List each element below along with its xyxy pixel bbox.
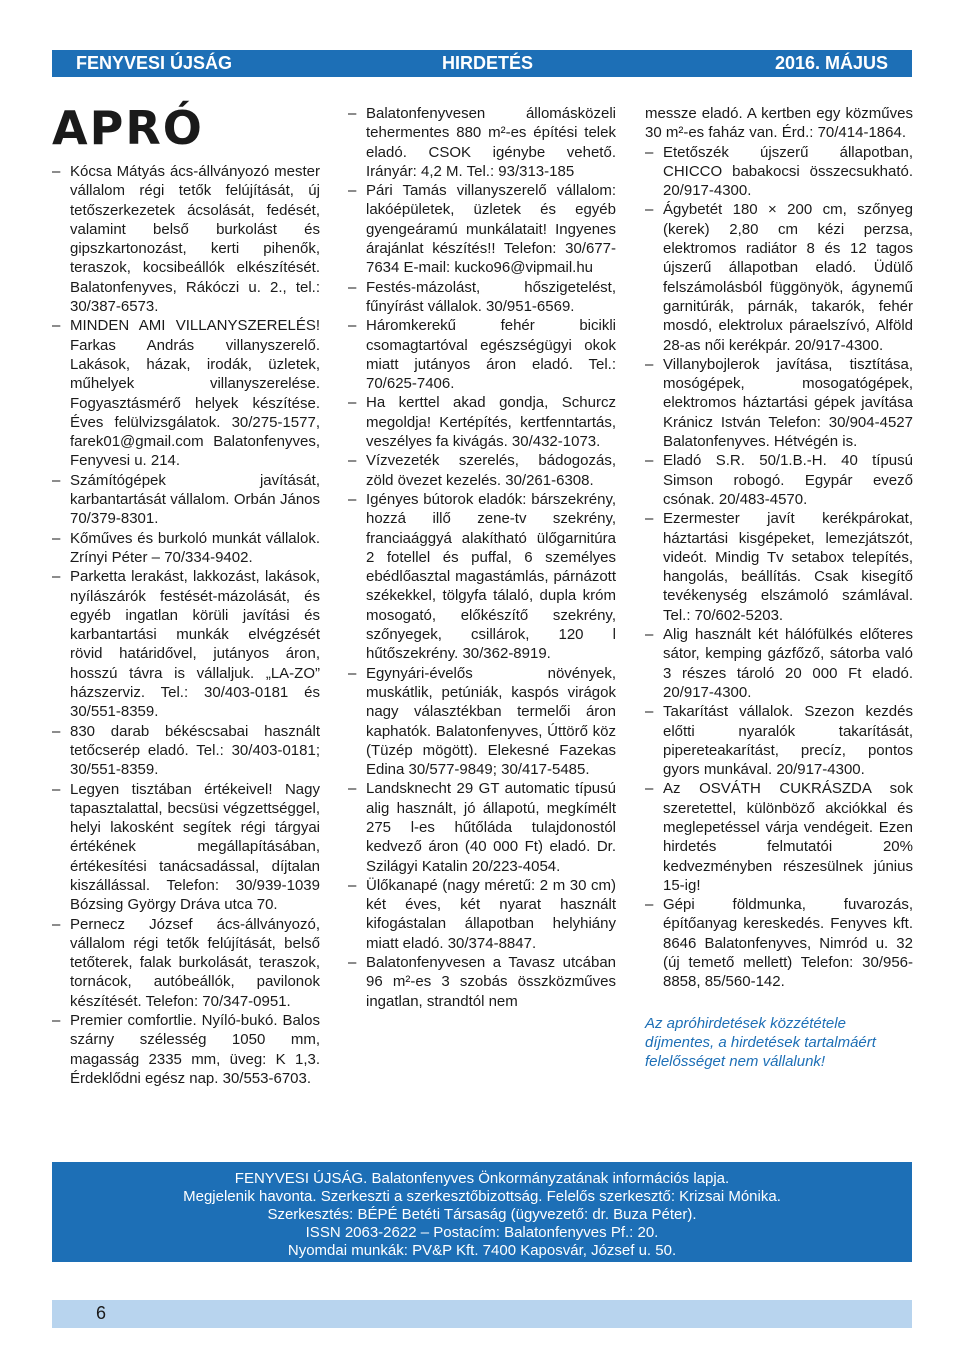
imprint-line: Megjelenik havonta. Szerkeszti a szerkesztőbizottság. Felelős szerkesztő: Krizsai Mónika. bbox=[183, 1188, 781, 1205]
list-item: – Parketta lerakást, lakkozást, lakások, nyílászárók festését-mázolását, és egyéb ingatlan körüli javítási és karbantartási munkák elvégzését rövid határidővel, jutányos áron, hosszú távra is vállaljuk. „LA-ZO” házszerviz. Tel.: 30/403-0181 és 30/551-8359. bbox=[52, 567, 320, 721]
list-item: – Eladó S.R. 50/1.B.-H. 40 típusú Simson robogó. Egypár evező csónak. 20/483-4570. bbox=[645, 451, 913, 509]
list-item: – Festés-mázolást, hőszigetelést, fűnyírást vállalok. 30/951-6569. bbox=[348, 278, 616, 317]
list-item: – Pári Tamás villanyszerelő vállalom: lakóépületek, üzletek és egyéb gyengeáramú munkálatait! Ingyenes árajánlat készítés!! Telefon: 30/677-7634 E-mail: kucko96@vipmail.hu bbox=[348, 181, 616, 277]
list-item: – Ülőkanapé (nagy méretű: 2 m 30 cm) két éves, két nyarat használt kifogástalan állapotban helyhiány miatt eladó. 30/374-8847. bbox=[348, 876, 616, 953]
list-item: – Ha kerttel akad gondja, Schurcz megoldja! Kertépítés, kertfenntartás, veszélyes fa kivágás. 30/432-1073. bbox=[348, 393, 616, 451]
header-date: 2016. MÁJUS bbox=[774, 53, 888, 73]
list-item: – Kőműves és burkoló munkát vállalok. Zrínyi Péter – 70/334-9402. bbox=[52, 529, 320, 568]
column-3 bbox=[645, 104, 913, 1072]
list-item: – Vízvezeték szerelés, bádogozás, zöld övezet kezelés. 30/261-6308. bbox=[348, 451, 616, 490]
list-item: – Landsknecht 29 GT automatic típusú alig használt, jó állapotú, megkímélt 275 l-es hűtőláda tulajdonostól kedvező áron (40 000 Ft) eladó. Dr. Szilágyi Katalin 20/223-4054. bbox=[348, 779, 616, 875]
list-item: – Legyen tisztában értékeivel! Nagy tapasztalattal, becsüsi végzettséggel, helyi lakosként segítek régi tárgyai értékének megállapításában, értékesítési tanácsadással, díjtalan kiszállással. Telefon: 30/939-1039 Bózsing György Dráva utca 70. bbox=[52, 780, 320, 915]
list-item: – Pernecz József ács-állványozó, vállalom régi tetők felújítását, belső tetőterek, falak burkolását, teraszok, tornácok, autóbeállók, pavilonok készítését. Telefon: 70/347-0951. bbox=[52, 915, 320, 1011]
imprint-line: Szerkesztés: BÉPÉ Betéti Társaság (ügyvezető: dr. Buza Péter). bbox=[267, 1206, 697, 1223]
list-item: – Számítógépek javítását, karbantartását vállalom. Orbán János 70/379-8301. bbox=[52, 471, 320, 529]
list-item: – Takarítást vállalok. Szezon kezdés előtti nyaralók takarítását, pipereteakarítást, precíz, pontos gyors munkával. 20/917-4300. bbox=[645, 702, 913, 779]
header-section: HIRDETÉS bbox=[442, 53, 534, 73]
list-item: – Kócsa Mátyás ács-állványozó mester vállalom régi tetők felújítását, új tetőszerkezetek ácsolását, fedését, valamint belső burkolást és gipszkartonozást, kerti pihenők, teraszok, kocsibeállók elkészítését. Balatonfenyves, Rákóczi u. 2., tel.: 30/387-6573. bbox=[52, 162, 320, 316]
page-number: 6 bbox=[96, 1303, 107, 1323]
imprint-line: FENYVESI ÚJSÁG. Balatonfenyves Önkormányzatának információs lapja. bbox=[234, 1170, 730, 1187]
section-title: APRÓ bbox=[52, 101, 204, 155]
imprint-line: Nyomdai munkák: PV&P Kft. 7400 Kaposvár, József u. 50. bbox=[287, 1242, 677, 1259]
list-item: – Gépi földmunka, fuvarozás, építőanyag kereskedés. Fenyves kft. 8646 Balatonfenyves, Nimród u. 32 (új temető mellett) Telefon: 30/956-8858, 85/560-142. bbox=[645, 895, 913, 991]
list-item: – 830 darab békéscsabai használt tetőcserép eladó. Tel.: 30/403-0181; 30/551-8359. bbox=[52, 722, 320, 780]
list-item: – Igényes bútorok eladók: bárszekrény, hozzá illő zene-tv szekrény, franciaággyá alakítható ülőgarnitúra 2 fotellel és puffal, 6 személyes ebédlőasztal magastámlás, párnázott székekkel, tölgyfa tálaló, dupla króm mosogató, előkészítő szekrény, szőnyegek, csillárok, 120 l hűtőszekrény. 30/362-8919. bbox=[348, 490, 616, 664]
list-item: – Háromkerekű fehér bicikli csomagtartóval egészségügyi okok miatt jutányos áron eladó. Tel.: 70/625-7406. bbox=[348, 316, 616, 393]
header-publication: FENYVESI ÚJSÁG bbox=[76, 53, 233, 73]
list-item: – Alig használt két hálófülkés előteres sátor, kemping gázfőző, sátorba való 3 részes tároló 20 000 Ft eladó. 20/917-4300. bbox=[645, 625, 913, 702]
list-item: – Egynyári-évelős növények, muskátlik, petúniák, kaspós virágok nagy választékban termelői áron kaphatók. Balatonfenyves, Úttörő köz (Tüzép mögött). Elekesné Fazekas Edina 30/577-9849; 30/417-5485. bbox=[348, 664, 616, 780]
list-item-continuation: messze eladó. A kertben egy közműves 30 m²-es faház van. Érd.: 70/414-1864. bbox=[645, 105, 913, 142]
list-item: – Etetőszék újszerű állapotban, CHICCO babakocsi összecsukható. 20/917-4300. bbox=[645, 143, 913, 201]
imprint-line: ISSN 2063-2622 – Postacím: Balatonfenyves Pf.: 20. bbox=[305, 1224, 659, 1241]
page-header bbox=[52, 50, 912, 77]
list-item: – Villanybojlerok javítása, tisztítása, mosógépek, mosogatógépek, elektromos háztartási gépek javítása Kránicz István Telefon: 30/904-4527 Balatonfenyves. Hétvégén is. bbox=[645, 355, 913, 451]
disclaimer-note: Az apróhirdetések közzététele díjmentes, a hirdetések tartalmáért felelősséget nem vállalunk! bbox=[645, 1014, 876, 1071]
list-item: – Balatonfenyvesen állomásközeli tehermentes 880 m²-es építési telek eladó. CSOK igénybe vehető. Irányár: 4,2 M. Tel.: 93/313-185 bbox=[348, 104, 616, 181]
column-1 bbox=[52, 162, 320, 1088]
column-2 bbox=[348, 104, 616, 1011]
list-item: – Az OSVÁTH CUKRÁSZDA sok szeretettel, különböző akciókkal és meglepetéssel várja vendégeit. Ezen hirdetés felmutatói 20% kedvezményben részesülnek június 15-ig! bbox=[645, 779, 913, 895]
list-item: – Balatonfenyvesen a Tavasz utcában 96 m²-es 3 szobás összközműves ingatlan, strandtól nem bbox=[348, 953, 616, 1011]
list-item: – Ezermester javít kerékpárokat, háztartási kisgépeket, lemezjátszót, videót. Mindig Tv setabox telepítés, hangolás, beállítás. Csak kisegítő tevékenység elszámoló számlával. Tel.: 70/602-5203. bbox=[645, 509, 913, 625]
page-number-bar bbox=[52, 1300, 912, 1328]
list-item: – Premier comfortlie. Nyíló-bukó. Balos szárny szélesség 1050 mm, magasság 2335 mm, üveg: K 1,3. Érdeklődni egész nap. 30/553-6703. bbox=[52, 1011, 320, 1088]
list-item: – Ágybetét 180 × 200 cm, szőnyeg (kerek) 2,80 cm kézi perzsa, elektromos radiátor 8 és 12 tagos újszerű állapotban eladó. Üdülő felszámolásból függönyök, ágynemű garnitúrák, párnák, takarók, fehér mosdó, elektrolux páraelszívó, Alföld 28-as női kerékpár. 20/917-4300. bbox=[645, 200, 913, 354]
imprint-footer bbox=[52, 1162, 912, 1262]
list-item: – MINDEN AMI VILLANYSZERELÉS! Farkas András villanyszerelő. Lakások, házak, irodák, üzletek, műhelyek villanyszerelése. Fogyasztásmérő helyek készítése. Éves felülvizsgálatok. 30/275-1577, farek01@gmail.com Balatonfenyves, Fenyvesi u. 214. bbox=[52, 316, 320, 470]
